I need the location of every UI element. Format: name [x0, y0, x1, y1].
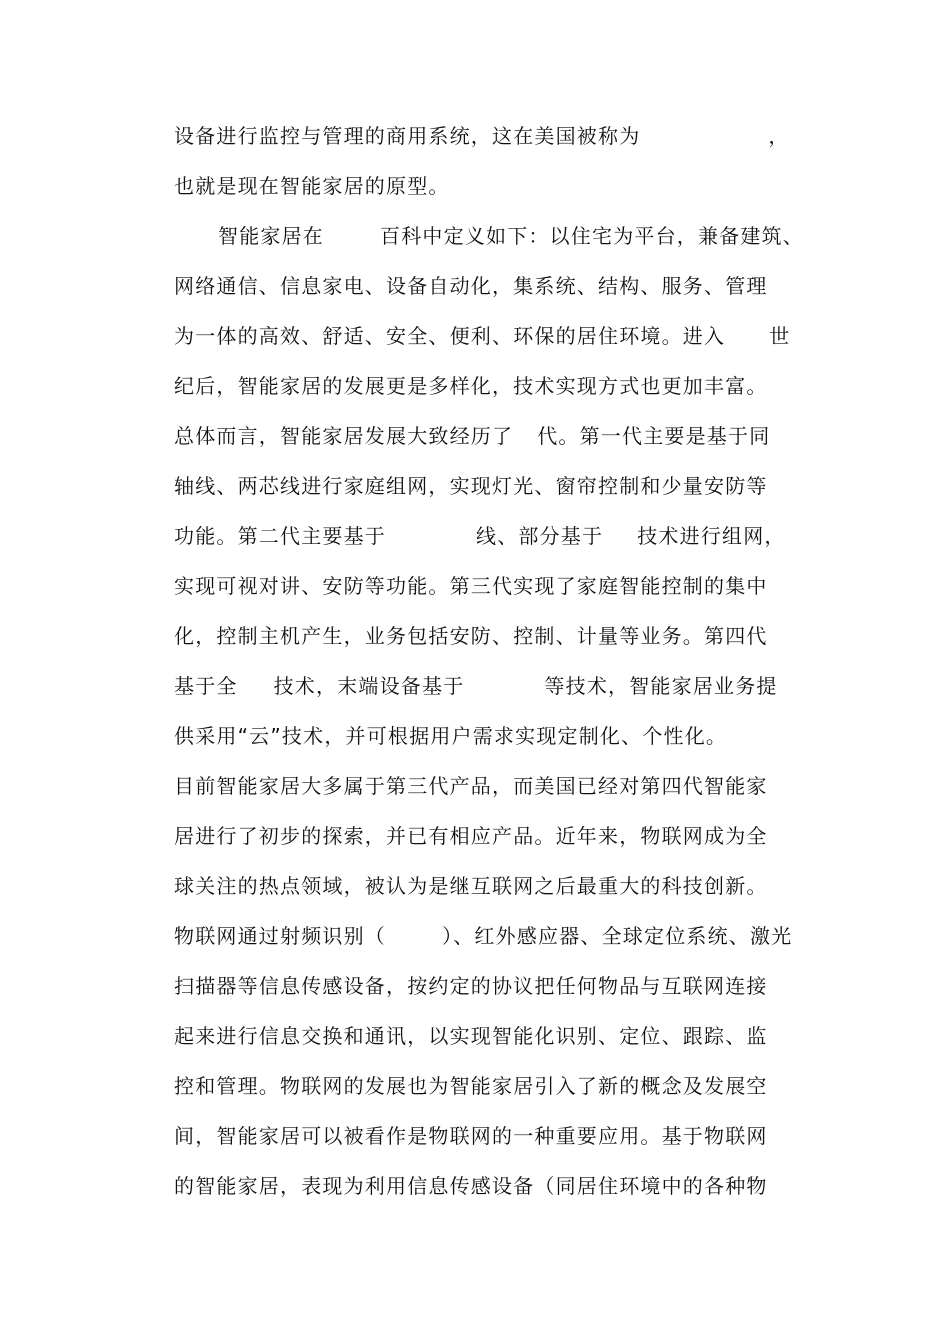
- text-line: 居进行了初步的探索，并已有相应产品。近年来，物联网成为全: [174, 824, 768, 848]
- text-line: 设备进行监控与管理的商用系统，这在美国被称为 ，: [174, 124, 790, 148]
- text-line: 也就是现在智能家居的原型。: [174, 174, 450, 198]
- text-line: 总体而言，智能家居发展大致经历了 代。第一代主要是基于同: [174, 424, 771, 448]
- text-line: 智能家居在 百科中定义如下：以住宅为平台，兼备建筑、: [218, 224, 804, 248]
- text-line: 控和管理。物联网的发展也为智能家居引入了新的概念及发展空: [174, 1074, 768, 1098]
- text-line: 纪后，智能家居的发展更是多样化，技术实现方式也更加丰富。: [174, 374, 768, 398]
- text-line: 目前智能家居大多属于第三代产品，而美国已经对第四代智能家: [174, 774, 768, 798]
- text-line: 轴线、两芯线进行家庭组网，实现灯光、窗帘控制和少量安防等: [174, 474, 768, 498]
- text-line: 球关注的热点领域，被认为是继互联网之后最重大的科技创新。: [174, 874, 768, 898]
- text-line: 扫描器等信息传感设备，按约定的协议把任何物品与互联网连接: [174, 974, 768, 998]
- text-line: 实现可视对讲、安防等功能。第三代实现了家庭智能控制的集中: [174, 574, 768, 598]
- text-line: 基于全 技术，末端设备基于 等技术，智能家居业务提: [174, 674, 778, 698]
- text-line: 网络通信、信息家电、设备自动化，集系统、结构、服务、管理: [174, 274, 768, 298]
- text-line: 的智能家居，表现为利用信息传感设备（同居住环境中的各种物: [174, 1174, 768, 1198]
- text-line: 为一体的高效、舒适、安全、便利、环保的居住环境。进入 世: [174, 324, 791, 348]
- text-line: 功能。第二代主要基于 线、部分基于 技术进行组网，: [174, 524, 786, 548]
- text-line: 起来进行信息交换和通讯，以实现智能化识别、定位、跟踪、监: [174, 1024, 768, 1048]
- text-line: 供采用“云”技术，并可根据用户需求实现定制化、个性化。: [174, 724, 728, 748]
- text-line: 化，控制主机产生，业务包括安防、控制、计量等业务。第四代: [174, 624, 768, 648]
- text-line: 间，智能家居可以被看作是物联网的一种重要应用。基于物联网: [174, 1124, 768, 1148]
- text-line: 物联网通过射频识别（ ）、红外感应器、全球定位系统、激光: [174, 924, 793, 948]
